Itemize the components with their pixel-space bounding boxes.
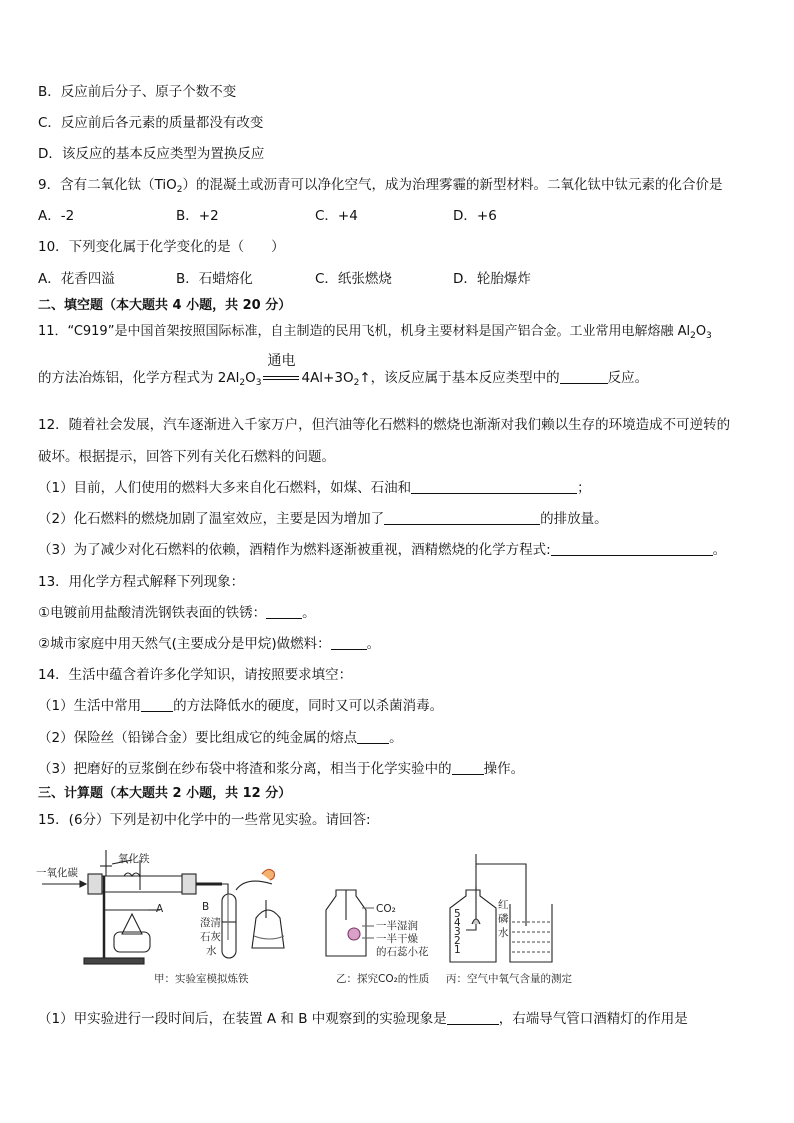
caption-jia: 甲：实验室模拟炼铁 xyxy=(154,973,249,985)
q14-p3-blank[interactable] xyxy=(452,760,484,775)
q14-stem: 14．生活中蕴含着许多化学知识，请按照要求填空： xyxy=(38,667,353,683)
q13-part1: ①电镀前用盐酸清洗钢铁表面的铁锈： 。 xyxy=(38,605,316,621)
q11-line1: 11．“C919”是中国首架按照国际标准，自主制造的民用飞机，机身主要材料是国产铝合金。工业常用电解熔融 $Al_2O_3$ xyxy=(38,324,712,341)
label-limewater-3: 水 xyxy=(206,945,217,957)
q13-part2: ②城市家庭中用天然气(主要成分是甲烷)做燃料： 。 xyxy=(38,636,381,652)
section-2-heading: 二、填空题（本大题共 4 小题，共 20 分） xyxy=(38,298,292,313)
q8-option-b: B．反应前后分子、原子个数不变 xyxy=(38,84,237,100)
label-wet-half: 一半湿润 xyxy=(376,920,418,932)
water-beaker xyxy=(510,904,552,962)
jia-labels xyxy=(36,852,249,985)
test-tube-b xyxy=(222,894,236,958)
q8-option-c: C．反应前后各元素的质量都没有改变 xyxy=(38,115,264,131)
q9-option-c: C．+4 xyxy=(315,208,358,224)
label-limewater-2: 石灰 xyxy=(200,931,221,943)
experiment-figure xyxy=(36,846,596,986)
scale-1: 1 xyxy=(454,944,461,956)
iron-stand-base xyxy=(84,958,144,964)
label-b: B xyxy=(202,901,210,913)
q12-p1-blank[interactable] xyxy=(411,479,577,494)
litmus-flower-icon xyxy=(348,928,360,940)
q9-option-b: B．+2 xyxy=(176,208,219,224)
label-co: 一氧化碳 xyxy=(36,867,78,879)
label-limewater-1: 澄清 xyxy=(200,917,221,929)
label-litmus-flower: 的石蕊小花 xyxy=(376,946,429,958)
label-a: A xyxy=(156,903,164,915)
q12-line1: 12．随着社会发展，汽车逐渐进入千家万户，但汽油等化石燃料的燃烧也渐渐对我们赖以生存的环境造成不可逆转的 xyxy=(38,417,731,433)
label-red-phosphorus-2: 磷 xyxy=(498,913,509,925)
q14-p1-blank[interactable] xyxy=(141,697,173,712)
label-co2: CO₂ xyxy=(376,903,396,915)
q10-option-b: B．石蜡熔化 xyxy=(176,271,253,287)
q14-part2: （2）保险丝（铅锑合金）要比组成它的纯金属的熔点 。 xyxy=(38,730,403,746)
flame-icon xyxy=(262,869,275,880)
caption-yi: 乙：探究CO₂的性质 xyxy=(336,973,430,985)
section-3-heading: 三、计算题（本大题共 2 小题，共 12 分） xyxy=(38,786,292,801)
scale-5: 5 xyxy=(454,908,461,920)
q8-option-d: D．该反应的基本反应类型为置换反应 xyxy=(38,146,265,162)
q11-line2: 的方法冶炼铝，化学方程式为 $2Al_2O_3$ 通电 $4Al+3O_2↑$，该反应属于基本反应类型中的 反应。 xyxy=(38,353,649,388)
caption-bing: 丙：空气中氧气含量的测定 xyxy=(446,973,572,985)
q12-part1: （1）目前，人们使用的燃料大多来自化石燃料，如煤、石油和 ； xyxy=(38,480,591,496)
label-red-phosphorus-1: 红 xyxy=(498,899,509,911)
reaction-condition-arrow: 通电 xyxy=(263,368,299,384)
alcohol-lamp-right xyxy=(252,910,284,948)
q15-p1-blank[interactable] xyxy=(447,1010,499,1025)
q13-p2-blank[interactable] xyxy=(331,635,367,650)
q9-stem: 9．含有二氧化钛（TiO$_2$）的混凝土或沥青可以净化空气，成为治理雾霾的新型材料。二氧化钛中钛元素的化合价是 xyxy=(38,177,723,195)
q13-p1-blank[interactable] xyxy=(266,604,302,619)
q13-stem: 13．用化学方程式解释下列现象： xyxy=(38,574,245,590)
q14-part1: （1）生活中常用 的方法降低水的硬度，同时又可以杀菌消毒。 xyxy=(38,698,444,714)
q10-option-c: C．纸张燃烧 xyxy=(315,271,392,287)
scale-3: 3 xyxy=(454,926,461,938)
scale-4: 4 xyxy=(454,917,461,929)
q14-part3: （3）把磨好的豆浆倒在纱布袋中将渣和浆分离，相当于化学实验中的 操作。 xyxy=(38,761,525,777)
label-iron-oxide: 氧化铁 xyxy=(118,853,150,865)
q12-p2-blank[interactable] xyxy=(384,510,540,525)
q11-answer-blank[interactable] xyxy=(560,369,608,384)
q9-option-a: A．-2 xyxy=(38,208,75,224)
yi-labels xyxy=(336,903,430,985)
label-water: 水 xyxy=(498,927,509,939)
q10-option-d: D．轮胎爆炸 xyxy=(453,271,531,287)
experiment-yi xyxy=(326,890,374,956)
q15-stem: 15．(6分）下列是初中化学中的一些常见实验。请回答: xyxy=(38,812,371,828)
bing-labels xyxy=(446,899,572,985)
q9-option-d: D．+6 xyxy=(453,208,497,224)
q12-part2: （2）化石燃料的燃烧加剧了温室效应，主要是因为增加了 的排放量。 xyxy=(38,511,608,527)
q10-stem: 10．下列变化属于化学变化的是（ ） xyxy=(38,239,285,255)
q15-part1: （1）甲实验进行一段时间后，在装置 A 和 B 中观察到的实验现象是 ，右端导气管口酒精灯的作用是 xyxy=(38,1011,688,1027)
alcohol-lamp-jia xyxy=(122,914,142,934)
q12-part3: （3）为了减少对化石燃料的依赖，酒精作为燃料逐渐被重视，酒精燃烧的化学方程式: 。 xyxy=(38,542,727,558)
q14-p2-blank[interactable] xyxy=(357,729,389,744)
q12-p3-blank[interactable] xyxy=(551,541,713,556)
label-dry-half: 一半干燥 xyxy=(376,933,418,945)
scale-2: 2 xyxy=(454,935,461,947)
q10-option-a: A．花香四溢 xyxy=(38,271,115,287)
q12-line2: 破坏。根据提示，回答下列有关化石燃料的问题。 xyxy=(38,449,335,465)
